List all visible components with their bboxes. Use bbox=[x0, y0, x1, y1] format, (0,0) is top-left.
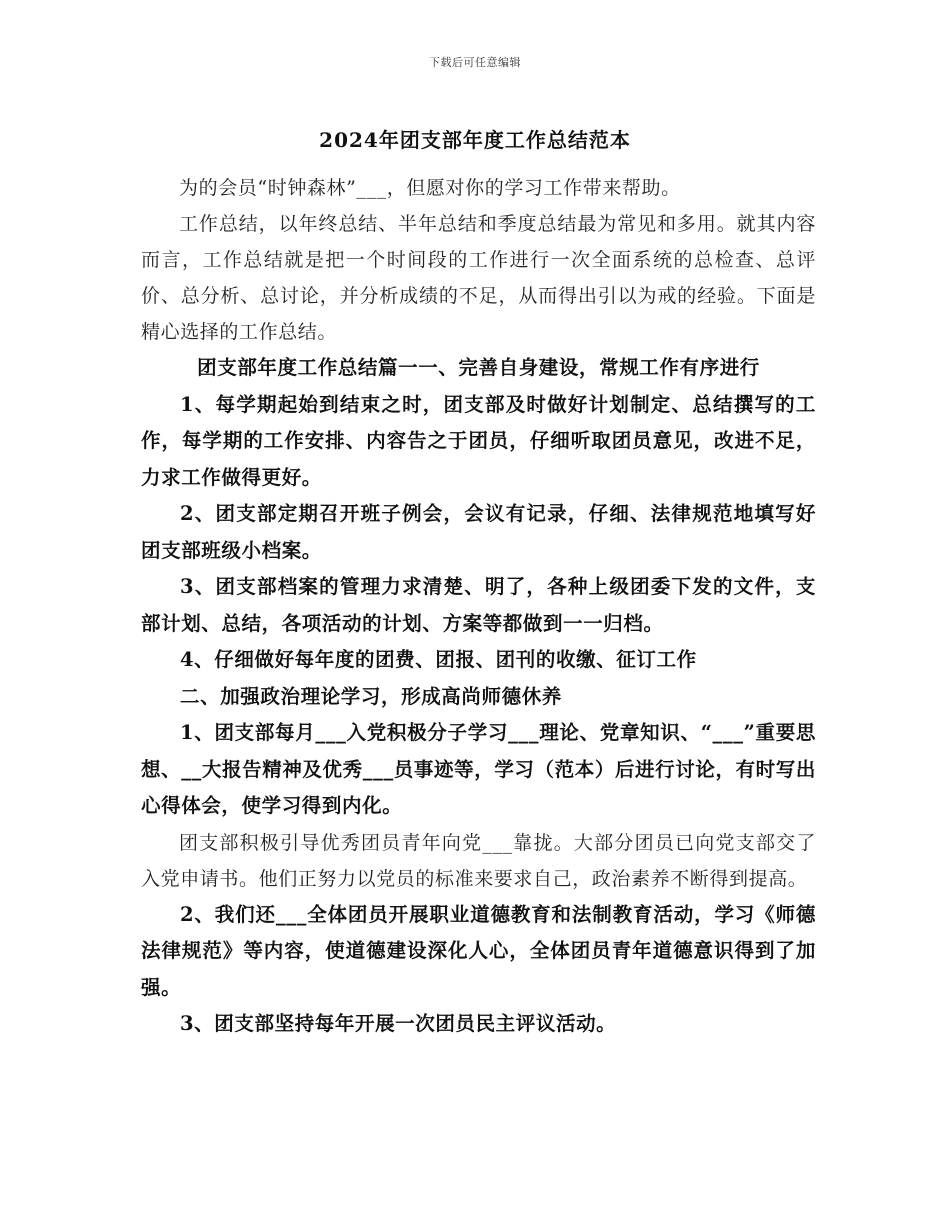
paragraph-intro: 为的会员“时钟森林”___，但愿对你的学习工作带来帮助。 bbox=[179, 177, 681, 199]
paragraph-item-1-2: 2、团支部定期召开班子例会，会议有记录，仔细、法律规范地填写好团支部班级小档案。 bbox=[141, 502, 816, 562]
section-heading-2: 二、加强政治理论学习，形成高尚师德休养 bbox=[180, 684, 562, 708]
paragraph-item-1-3: 3、团支部档案的管理力求清楚、明了，各种上级团委下发的文件，支部计划、总结，各项活动的计划、方案等都做到一一归档。 bbox=[141, 575, 816, 635]
paragraph-item-2-3: 3、团支部坚持每年开展一次团员民主评议活动。 bbox=[180, 1012, 617, 1035]
paragraph-item-1-4: 4、仔细做好每年度的团费、团报、团刊的收缴、征订工作 bbox=[180, 648, 697, 671]
paragraph-item-1-1: 1、每学期起始到结束之时，团支部及时做好计划制定、总结撰写的工作，每学期的工作安排、内容告之于团员，仔细听取团员意见，改进不足，力求工作做得更好。 bbox=[141, 392, 816, 489]
paragraph-item-2-1: 1、团支部每月___入党积极分子学习___理论、党章知识、“___”重要思想、__大报告精神及优秀___员事迹等，学习（范本）后进行讨论，有时写出心得体会，使学习得到内化。 bbox=[141, 721, 816, 817]
paragraph-item-2-2: 2、我们还___全体团员开展职业道德教育和法制教育活动，学习《师德法律规范》等内容，使道德建设深化人心，全体团员青年道德意识得到了加强。 bbox=[141, 902, 816, 999]
section-heading-1: 团支部年度工作总结篇一一、完善自身建设，常规工作有序进行 bbox=[197, 356, 760, 379]
paragraph-summary-description: 工作总结，以年终总结、半年总结和季度总结最为常见和多用。就其内容而言，工作总结就是把一个时间段的工作进行一次全面系统的总检查、总评价、总分析、总讨论，并分析成绩的不足，从而得出引以为戒的经验。下面是精心选择的工作总结。 bbox=[141, 213, 816, 343]
document-title: 2024年团支部年度工作总结范本 bbox=[319, 128, 631, 152]
document-body bbox=[141, 170, 816, 1043]
page-header-note: 下载后可任意编辑 bbox=[429, 56, 521, 69]
paragraph-item-2-1-detail: 团支部积极引导优秀团员青年向党___靠拢。大部分团员已向党支部交了入党申请书。他们正努力以党员的标准来要求自己，政治素养不断得到提高。 bbox=[141, 831, 816, 890]
